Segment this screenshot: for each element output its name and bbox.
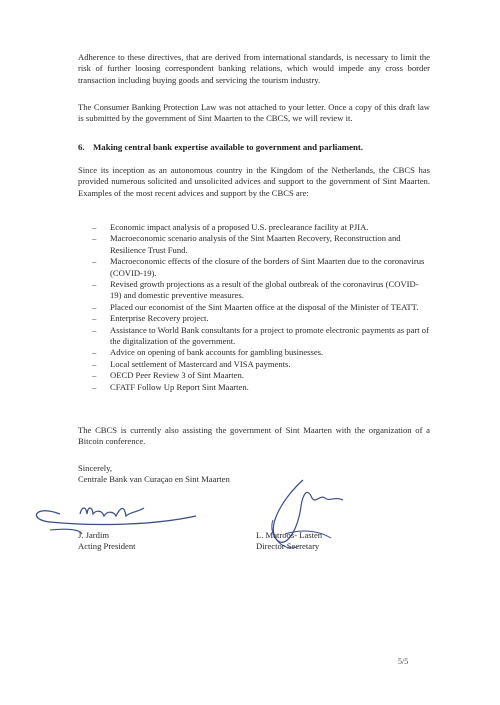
paragraph-consumer-law: The Consumer Banking Protection Law was not attached to your letter. Once a copy of this draft law is submitted by the government of Sint Maarten to the CBCS, we will review it. — [78, 102, 430, 124]
list-item: – OECD Peer Review 3 of Sint Maarten. — [92, 370, 430, 381]
signatory-left-name: J. Jardim — [78, 530, 110, 540]
list-item: – CFATF Follow Up Report Sint Maarten. — [92, 382, 430, 393]
list-item: – Economic impact analysis of a proposed U.S. preclearance facility at PJIA. — [92, 222, 430, 233]
paragraph-inception: Since its inception as an autonomous country in the Kingdom of the Netherlands, the CBCS has provided numerous solicited and unsolicited advices and support to the government of Sint Maarten. Examples of the most recent advices and support by the CBCS are: — [78, 165, 430, 198]
organization-name: Centrale Bank van Curaçao en Sint Maarten — [78, 474, 230, 485]
signatory-left — [78, 530, 136, 553]
page-number: 5/5 — [398, 657, 409, 666]
list-item: – Advice on opening of bank accounts for gambling businesses. — [92, 347, 430, 358]
list-item: – Macroeconomic effects of the closure of the borders of Sint Maarten due to the coronavirus (COVID-19). — [92, 256, 430, 279]
section-heading — [78, 142, 363, 152]
list-item: – Assistance to World Bank consultants for a project to promote electronic payments as part of the digitalization of the government. — [92, 325, 430, 348]
signatory-right — [256, 530, 322, 553]
paragraph-directives: Adherence to these directives, that are derived from international standards, is necessary to limit the risk of further loosing correspondent banking relations, which would impede any cross border transaction including buying goods and servicing the tourism industry. — [78, 52, 430, 85]
section-number: 6. — [78, 142, 85, 152]
list-item: – Placed our economist of the Sint Maarten office at the disposal of the Minister of TEATT. — [92, 302, 430, 313]
closing-block — [78, 463, 230, 486]
signatory-left-title: Acting President — [78, 541, 136, 552]
list-item: – Local settlement of Mastercard and VISA payments. — [92, 359, 430, 370]
advice-list — [92, 222, 430, 393]
section-title: Making central bank expertise available to government and parliament. — [93, 142, 364, 152]
signatory-right-name: L. Matroos- Lasten — [256, 530, 323, 540]
list-item: – Macroeconomic scenario analysis of the Sint Maarten Recovery, Reconstruction and Resilience Trust Fund. — [92, 233, 430, 256]
salutation: Sincerely, — [78, 463, 113, 473]
signatory-right-title: Director Secretary — [256, 541, 320, 552]
paragraph-bitcoin: The CBCS is currently also assisting the government of Sint Maarten with the organization of a Bitcoin conference. — [78, 425, 430, 447]
list-item: – Revised growth projections as a result of the global outbreak of the coronavirus (COVID-19) and domestic preventive measures. — [92, 279, 430, 302]
list-item: – Enterprise Recovery project. — [92, 313, 430, 324]
